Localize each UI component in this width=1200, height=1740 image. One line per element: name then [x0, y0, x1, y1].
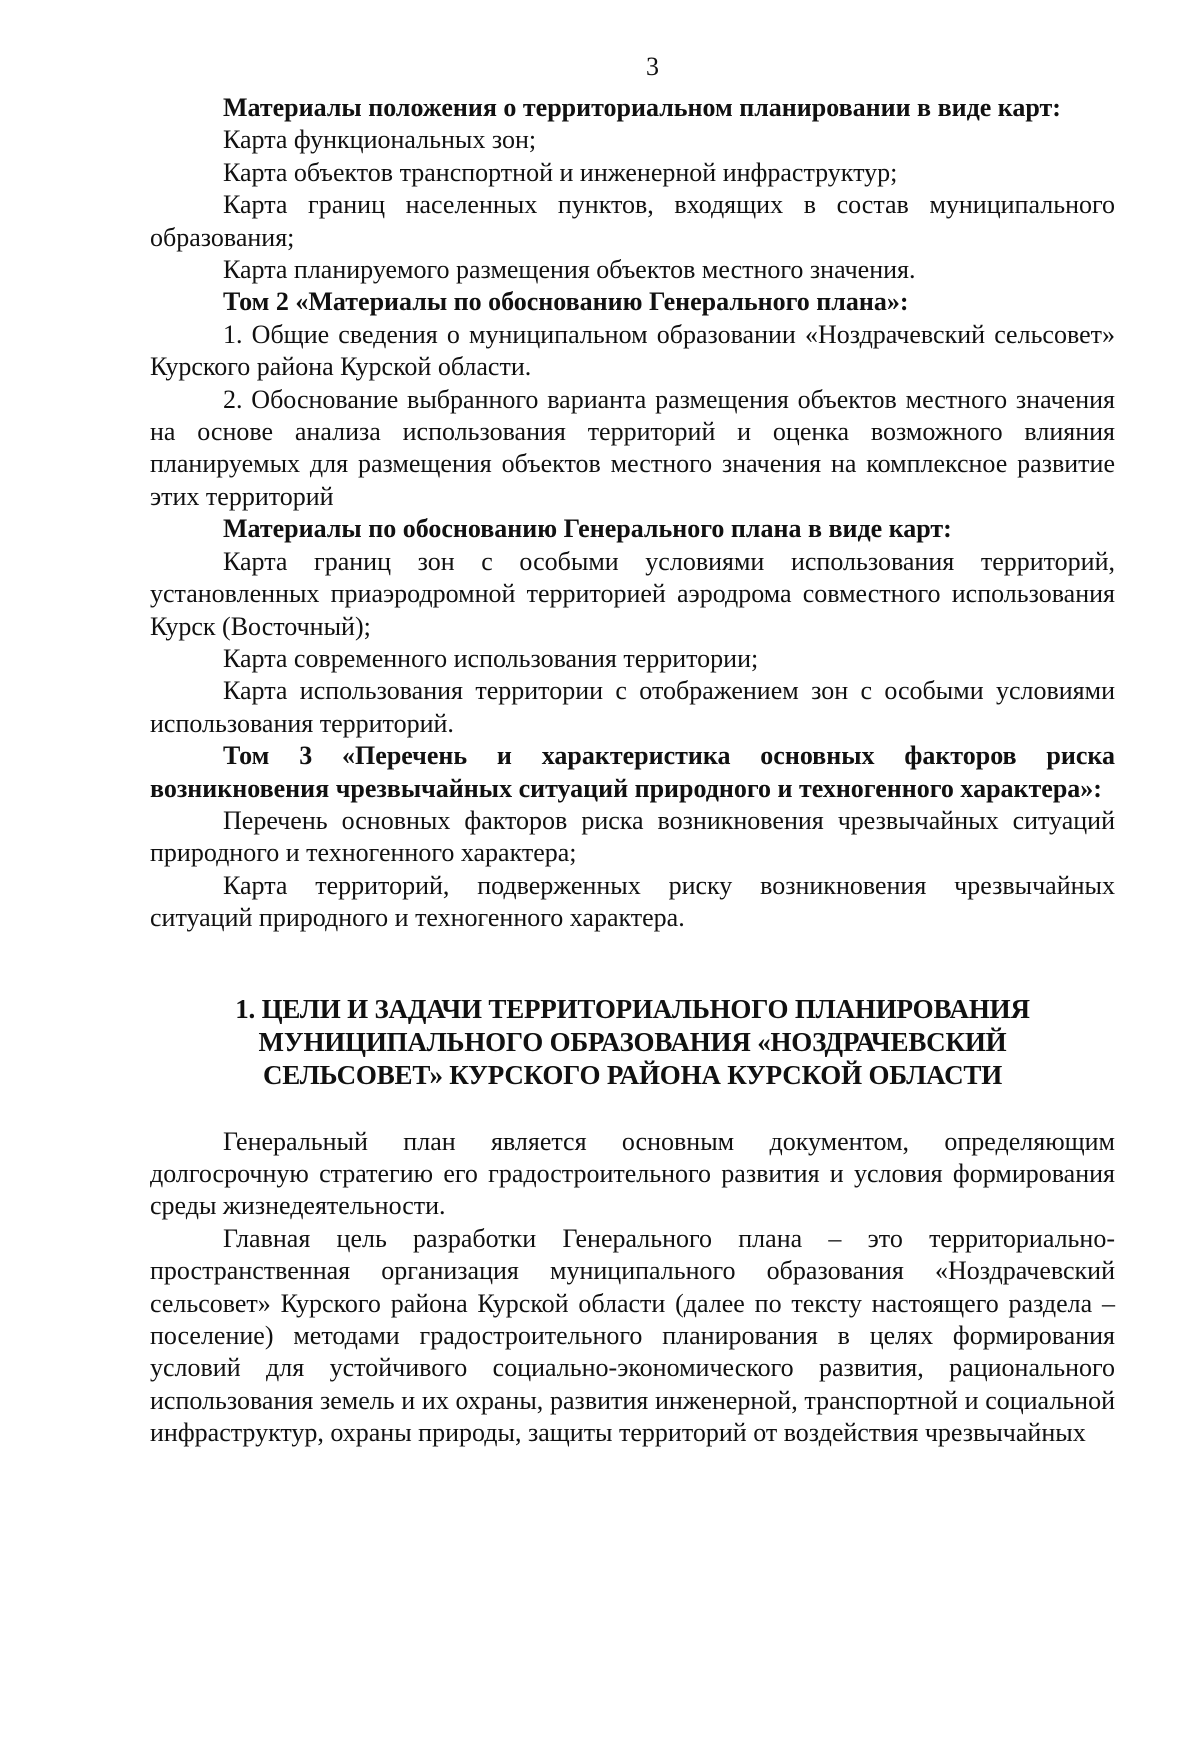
section-heading: 1. ЦЕЛИ И ЗАДАЧИ ТЕРРИТОРИАЛЬНОГО ПЛАНИРОВАНИЯ МУНИЦИПАЛЬНОГО ОБРАЗОВАНИЯ «НОЗДРАЧЕВСКИЙ СЕЛЬСОВЕТ» КУРСКОГО РАЙОНА КУРСКОЙ ОБЛАСТИ: [235, 993, 1030, 1090]
page-number: 3: [646, 52, 659, 81]
paragraph: Карта планируемого размещения объектов местного значения.: [223, 255, 916, 285]
paragraph: Перечень основных факторов риска возникновения чрезвычайных ситуаций природного и техногенного характера;: [150, 805, 1115, 868]
paragraph: Карта объектов транспортной и инженерной инфраструктур;: [223, 157, 898, 187]
justification-maps-heading: Материалы по обоснованию Генерального плана в виде карт:: [223, 514, 952, 544]
paragraph: Карта современного использования территории;: [223, 643, 759, 673]
paragraph: Карта границ зон с особыми условиями использования территорий, установленных приаэродромной территорией аэродрома совместного использования Курск (Восточный);: [150, 546, 1115, 641]
paragraph: 1. Общие сведения о муниципальном образовании «Ноздрачевский сельсовет» Курского района Курской области.: [150, 319, 1115, 382]
paragraph: 2. Обоснование выбранного варианта размещения объектов местного значения на основе анализа использования территорий и оценка возможного влияния планируемых для размещения объектов местного значения на комплексное развитие этих территорий: [150, 384, 1115, 511]
paragraph: Карта функциональных зон;: [223, 125, 537, 155]
volume-2-heading: Том 2 «Материалы по обоснованию Генерального плана»:: [223, 287, 909, 317]
volume-3-heading: Том 3 «Перечень и характеристика основных факторов риска возникновения чрезвычайных ситуаций природного и техногенного характера»:: [150, 741, 1115, 803]
top-text-block: [150, 92, 1115, 935]
bottom-text-block: [150, 1126, 1115, 1450]
paragraph-maps-heading: Материалы положения о территориальном планировании в виде карт:: [223, 93, 1061, 122]
paragraph: Карта границ населенных пунктов, входящих в состав муниципального образования;: [150, 190, 1115, 252]
paragraph: Карта использования территории с отображением зон с особыми условиями использования территорий.: [150, 676, 1115, 738]
document-page: [150, 52, 1115, 1450]
paragraph: Карта территорий, подверженных риску возникновения чрезвычайных ситуаций природного и техногенного характера.: [150, 870, 1115, 933]
paragraph: Главная цель разработки Генерального плана – это территориально-пространственная организация муниципального образования «Ноздрачевский сельсовет» Курского района Курской области (далее по тексту настоящего раздела – поселение) методами градостроительного планирования в целях формирования условий для устойчивого социально-экономического развития, рационального использования земель и их охраны, развития инженерной, транспортной и социальной инфраструктур, охраны природы, защиты территорий от воздействия чрезвычайных: [150, 1223, 1115, 1448]
paragraph: Генеральный план является основным документом, определяющим долгосрочную стратегию его градостроительного развития и условия формирования среды жизнедеятельности.: [150, 1126, 1115, 1221]
